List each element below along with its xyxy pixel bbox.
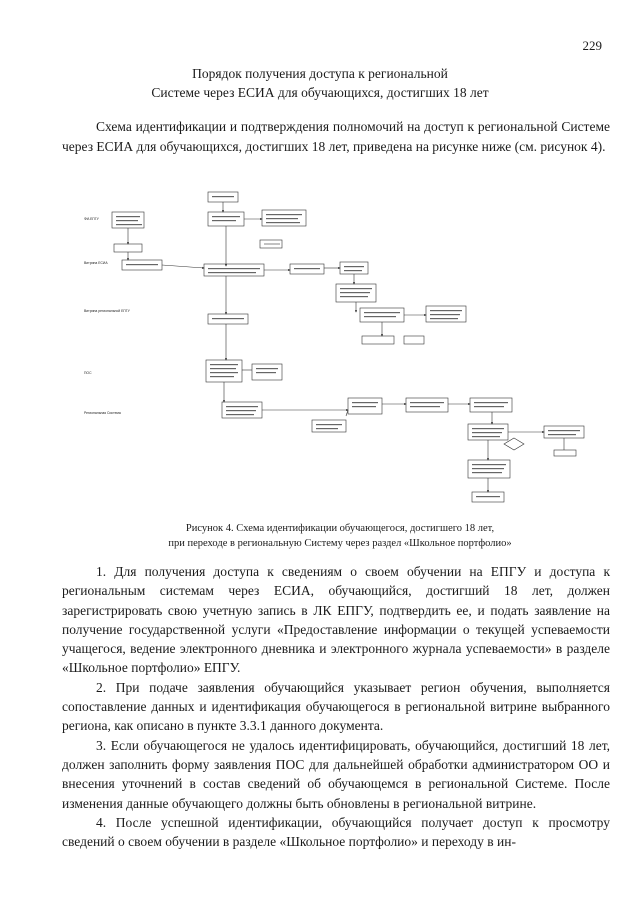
paragraph-3: 3. Если обучающегося не удалось идентифицировать, обучающийся, достигший 18 лет, должен заполнить форму заявления ПОС для дальнейшей обработки администратором ОО и внесения уточнений в состав сведений об обучающемся в региональной Системе. После изменения данные обучающего должны быть обновлены в региональной витрине. <box>62 737 610 811</box>
section-title <box>0 64 640 102</box>
caption-line-2: при переходе в региональную Систему через раздел «Школьное портфолио» <box>168 538 512 549</box>
paragraph-2: 2. При подаче заявления обучающийся указывает регион обучения, выполняется сопоставление данных и идентификация обучающегося в региональной витрине выбранного региона, как описано в пункте 3.3.1 данного документа. <box>62 679 610 734</box>
lane-label: Региональная Система <box>84 411 121 415</box>
title-line-2: Системе через ЕСИА для обучающихся, достигших 18 лет <box>151 85 489 100</box>
lane-label: ПОС <box>84 371 92 375</box>
intro-paragraph: Схема идентификации и подтверждения полномочий на доступ к региональной Системе через ЕСИА для обучающихся, достигших 18 лет, приведена на рисунке ниже (см. рисунок 4). <box>62 119 610 154</box>
lane-label: ФИ-ЕПГУ <box>84 217 99 221</box>
title-line-1: Порядок получения доступа к региональной <box>192 66 448 81</box>
page-number: 229 <box>582 38 602 53</box>
lane-label: Витрина региональной ЕПГУ <box>84 309 130 313</box>
paragraph-4: 4. После успешной идентификации, обучающийся получает доступ к просмотру сведений о своем обучении в разделе «Школьное портфолио» и переходу в ин- <box>62 814 610 850</box>
paragraph-1: 1. Для получения доступа к сведениям о своем обучении на ЕПГУ и доступа к региональным системам через ЕСИА, обучающийся, достигший 18 лет, должен зарегистрировать свою учетную запись в ЛК ЕПГУ, подтвердить ее, и подать заявление на получение государственной услуги «Предоставление информации о текущей успеваемости учащегося, ведение электронного дневника и электронного журнала успеваемости» в разделе «Школьное портфолио» ЕПГУ. <box>62 564 610 676</box>
body-text <box>62 562 610 851</box>
caption-line-1: Рисунок 4. Схема идентификации обучающегося, достигшего 18 лет, <box>185 523 495 534</box>
lane-label: Витрина ЕСИА <box>84 261 108 265</box>
identification-flow-diagram <box>84 188 604 516</box>
figure-caption <box>0 521 640 551</box>
